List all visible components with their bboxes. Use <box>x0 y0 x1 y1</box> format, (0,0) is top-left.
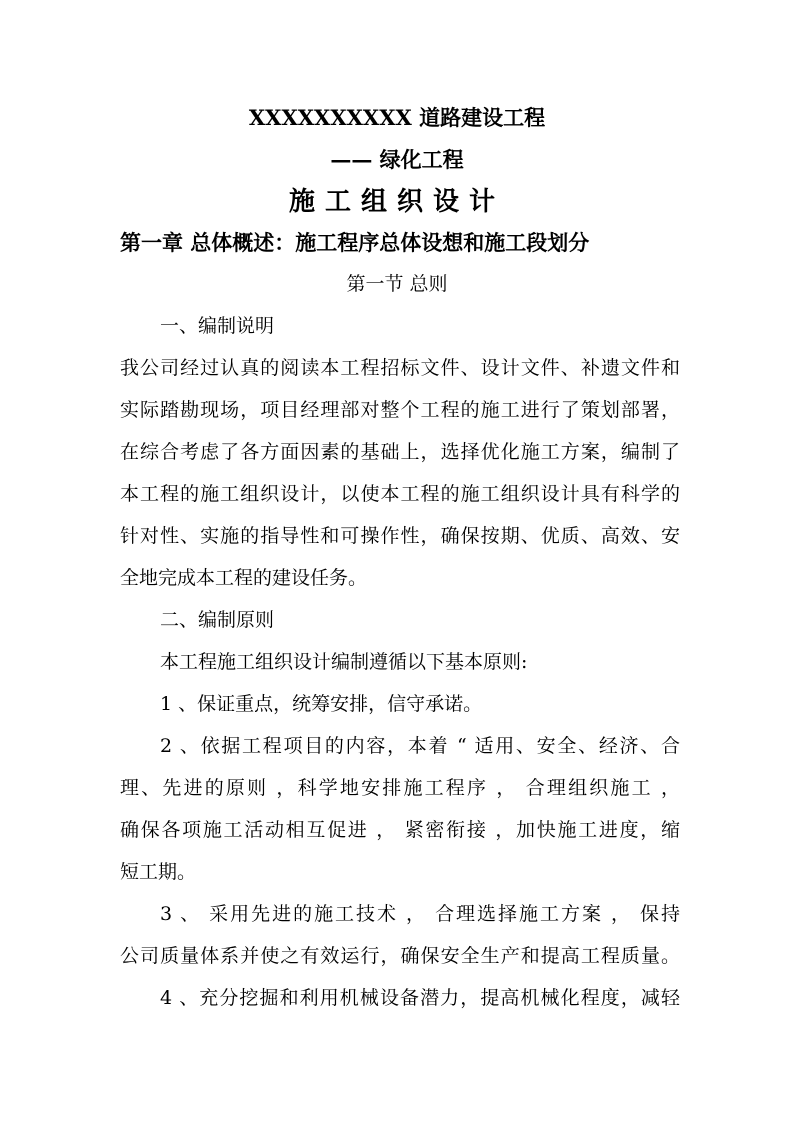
principle-item-2-line: 确保各项施工活动相互促进 ， 紧密衔接 ，加快施工进度，缩 <box>120 819 680 841</box>
document-title-main: 施工组织设计 <box>288 187 505 217</box>
section-heading: 第一节 总则 <box>346 273 448 295</box>
principles-intro: 本工程施工组织设计编制遵循以下基本原则: <box>160 651 528 673</box>
document-title-project: XXXXXXXXXX 道路建设工程 <box>248 105 546 130</box>
paragraph-line: 全地完成本工程的建设任务。 <box>120 567 368 589</box>
paragraph-line: 在综合考虑了各方面因素的基础上，选择优化施工方案，编制了 <box>120 441 680 463</box>
principle-item-2-line: 理、先进的原则 ，科学地安排施工程序 ， 合理组织施工 ， <box>120 777 680 799</box>
principle-item-3-line: 3 、 采用先进的施工技术 ， 合理选择施工方案 ， 保持 <box>160 903 680 925</box>
subsection-heading-principles: 二、编制原则 <box>160 609 275 631</box>
paragraph-line: 我公司经过认真的阅读本工程招标文件、设计文件、补遗文件和 <box>120 357 680 379</box>
paragraph-line: 本工程的施工组织设计，以使本工程的施工组织设计具有科学的 <box>120 483 680 505</box>
subsection-heading-compilation-notes: 一、编制说明 <box>160 315 275 337</box>
paragraph-line: 针对性、实施的指导性和可操作性，确保按期、优质、高效、安 <box>120 525 680 547</box>
paragraph-line: 实际踏勘现场，项目经理部对整个工程的施工进行了策划部署， <box>120 399 680 421</box>
principle-item-2-line: 2 、依据工程项目的内容，本着 “ 适用、安全、经济、合 <box>160 735 680 757</box>
principle-item-1: 1 、保证重点，统筹安排，信守承诺。 <box>160 693 483 715</box>
document-title-subproject: —— 绿化工程 <box>330 147 464 172</box>
chapter-heading: 第一章 总体概述：施工程序总体设想和施工段划分 <box>120 230 590 255</box>
principle-item-4-line: 4 、充分挖掘和利用机械设备潜力，提高机械化程度，减轻 <box>160 987 680 1009</box>
principle-item-2-line: 短工期。 <box>120 861 197 883</box>
principle-item-3-line: 公司质量体系并使之有效运行，确保安全生产和提高工程质量。 <box>120 945 680 967</box>
